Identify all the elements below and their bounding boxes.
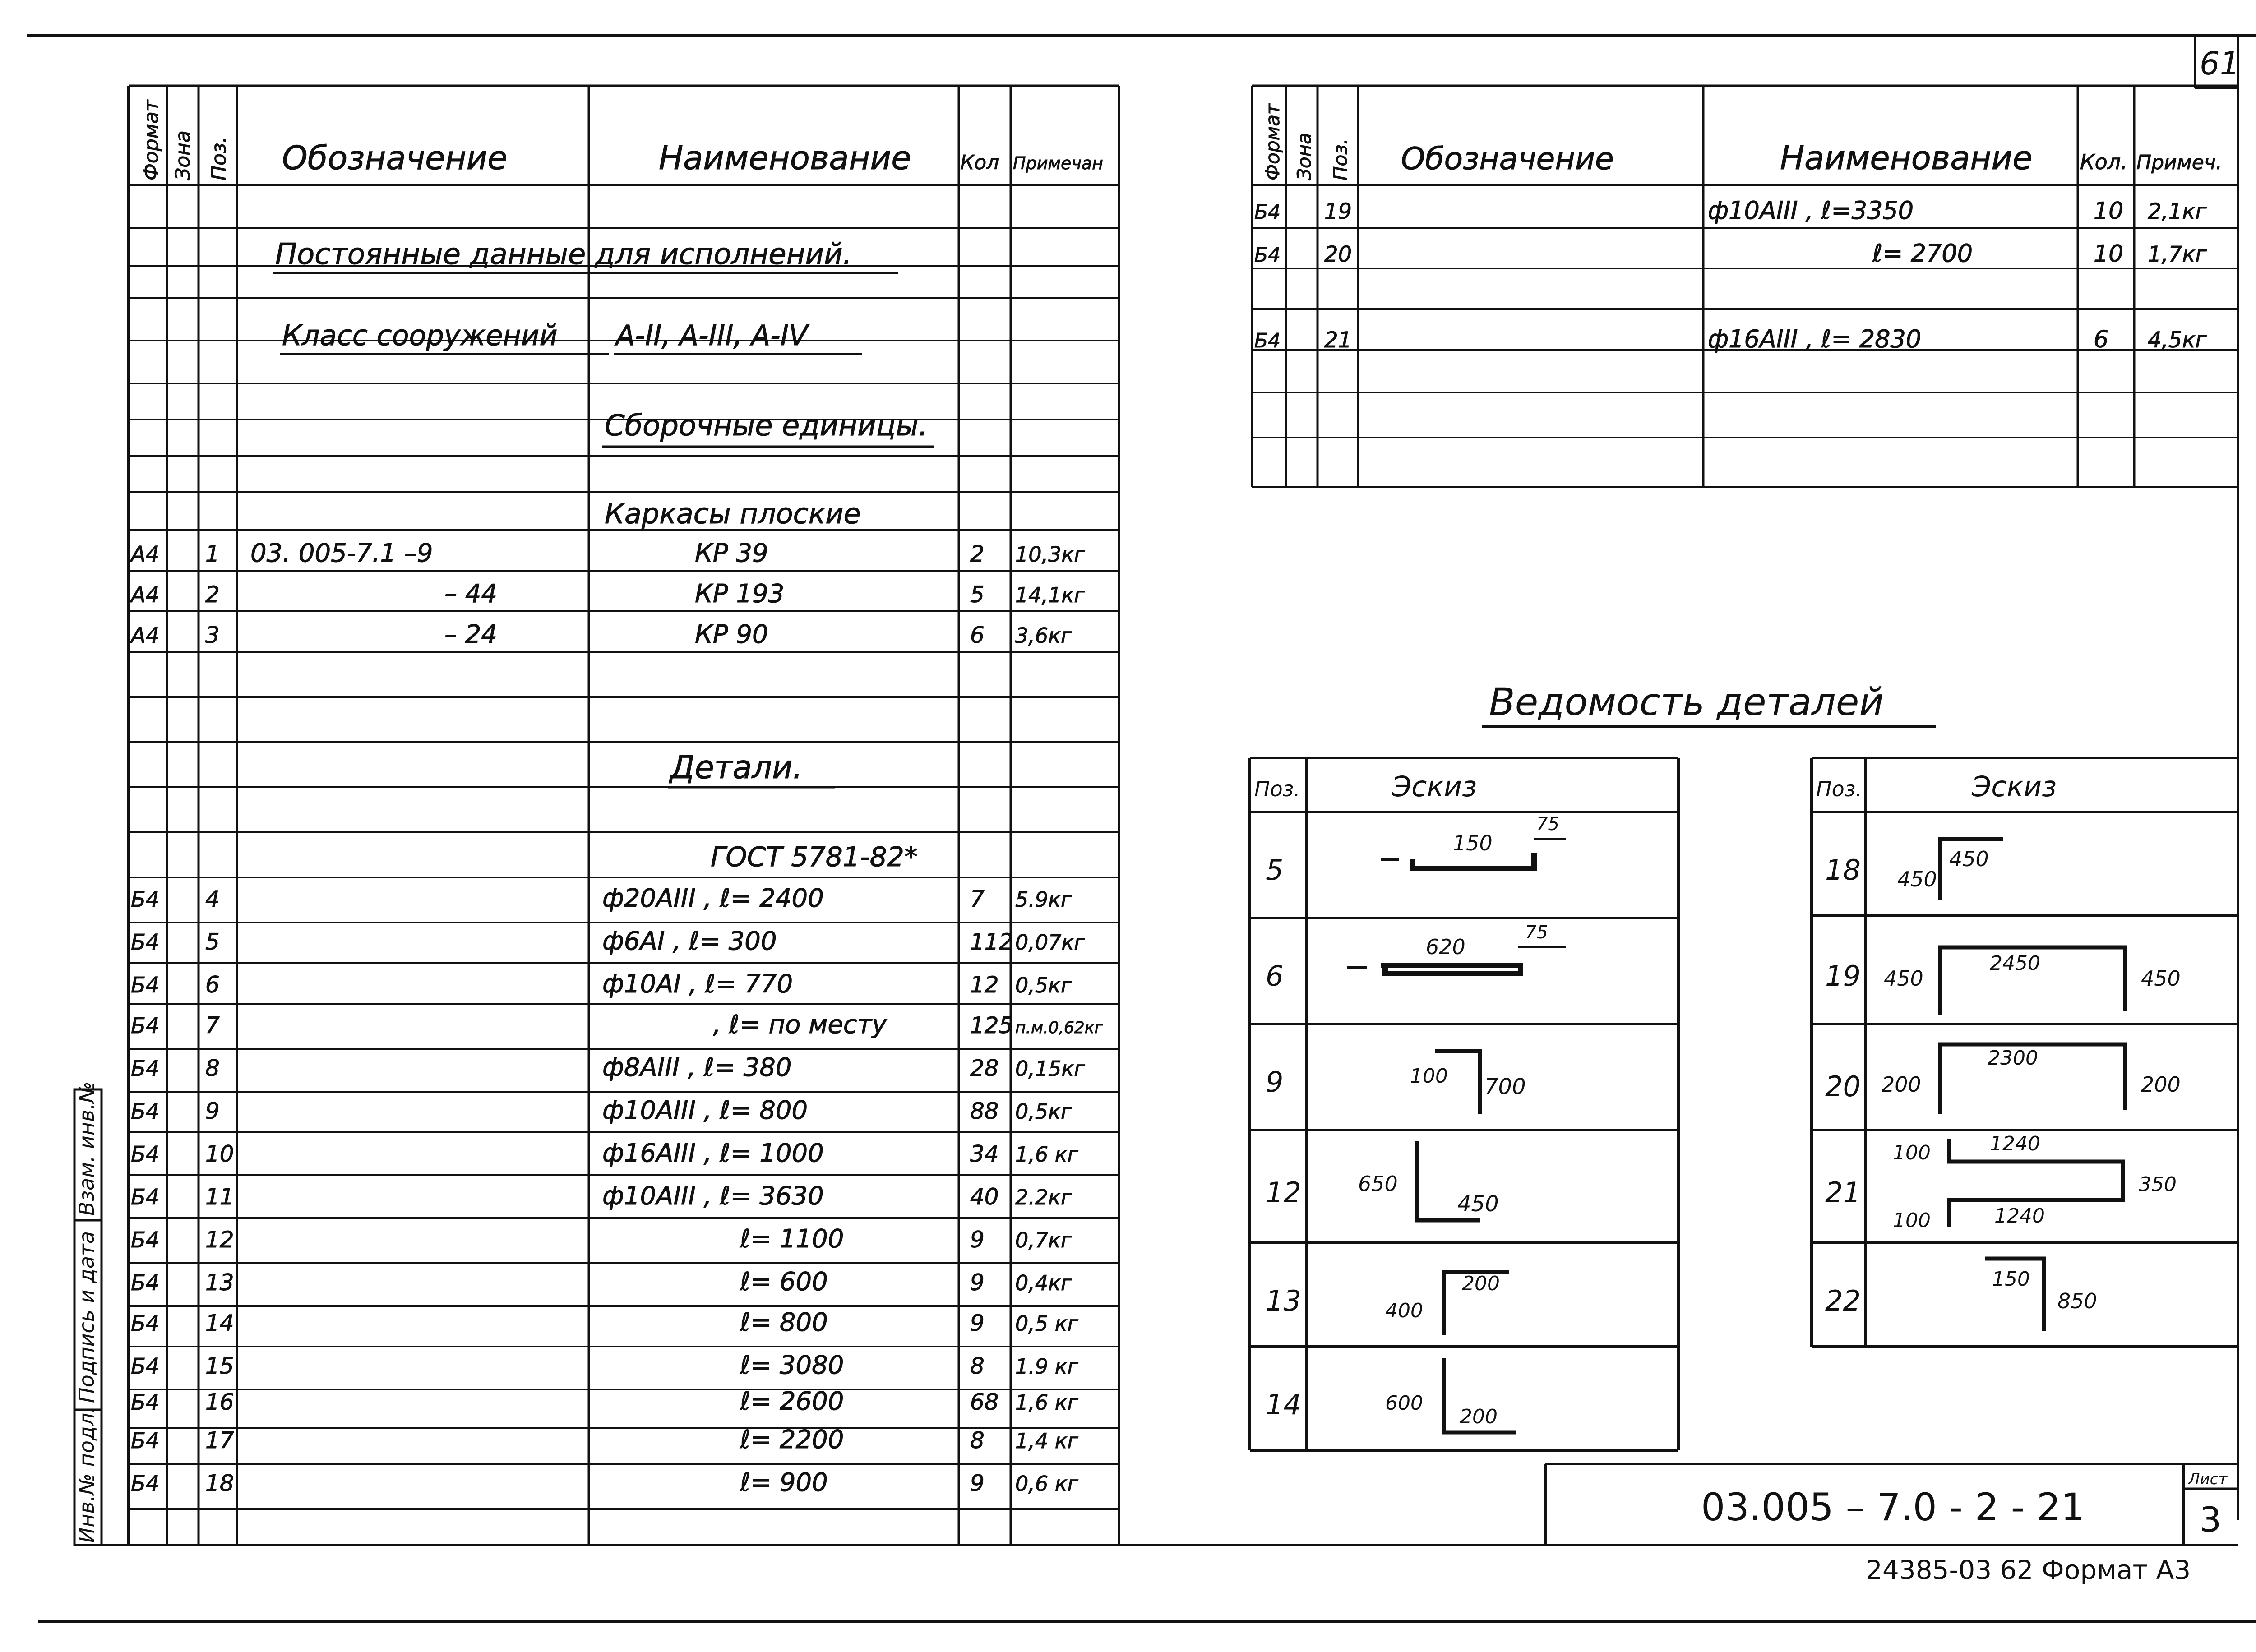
heading-class-values: А-II, А-III, А-IV <box>616 319 808 352</box>
cell-format: Б4 <box>131 1227 160 1253</box>
cell-pos: 1 <box>205 541 220 567</box>
cell-format: Б4 <box>131 1270 160 1296</box>
details-right-table <box>1812 758 2238 1347</box>
r-cell-pos: 19 <box>1324 199 1352 224</box>
detail-pos: 5 <box>1266 854 1284 886</box>
detail-pos: 13 <box>1266 1284 1301 1317</box>
cell-note: 2.2кг <box>1015 1185 1072 1209</box>
cell-note: 1,6 кг <box>1015 1142 1078 1167</box>
r-cell-pos: 20 <box>1324 242 1352 267</box>
cell-pos: 5 <box>205 929 220 955</box>
detail-pos: 19 <box>1825 960 1861 992</box>
cell-note: п.м.0,62кг <box>1015 1019 1103 1037</box>
cell-pos: 2 <box>205 581 220 608</box>
r-hdr-note: Примеч. <box>2136 151 2222 174</box>
cell-note: 1,6 кг <box>1015 1390 1078 1415</box>
cell-name: ф10АI , ℓ= 770 <box>602 969 793 999</box>
heading-details: Детали. <box>670 749 803 786</box>
r-cell-qty: 10 <box>2094 240 2124 268</box>
dim-label: 450 <box>1884 966 1923 991</box>
cell-pos: 8 <box>205 1055 220 1081</box>
cell-pos: 9 <box>205 1098 220 1124</box>
heading-assembly: Сборочные единицы. <box>605 409 928 443</box>
hdr-name: Наименование <box>659 139 911 177</box>
cell-qty: 88 <box>970 1098 999 1124</box>
dl-col-sketch: Эскиз <box>1392 770 1477 803</box>
dim-label: 100 <box>1893 1141 1931 1164</box>
dim-label: 200 <box>2141 1072 2181 1097</box>
dim-label: 100 <box>1893 1209 1931 1232</box>
cell-note: 5.9кг <box>1015 887 1072 912</box>
cell-name: ℓ= 900 <box>740 1468 828 1497</box>
cell-name: ℓ= 2200 <box>740 1425 844 1454</box>
cell-format: A4 <box>131 582 160 608</box>
cell-pos: 11 <box>205 1184 234 1210</box>
details-title: Ведомость деталей <box>1489 680 1884 724</box>
cell-note: 0,07кг <box>1015 930 1085 955</box>
r-hdr-qty: Кол. <box>2080 150 2127 174</box>
detail-pos: 20 <box>1825 1070 1861 1103</box>
cell-name: ℓ= 3080 <box>740 1351 844 1380</box>
cell-name: КР 90 <box>695 620 768 649</box>
cell-qty: 9 <box>970 1310 985 1336</box>
cell-pos: 6 <box>205 972 220 998</box>
cell-name: ℓ= 1100 <box>740 1224 844 1254</box>
dim-label: 200 <box>1882 1072 1921 1097</box>
r-cell-note: 2,1кг <box>2148 199 2207 224</box>
dim-label: 150 <box>1992 1268 2030 1291</box>
cell-format: A4 <box>131 623 160 648</box>
cell-note: 3,6кг <box>1015 623 1072 648</box>
r-cell-qty: 10 <box>2094 198 2124 225</box>
cell-qty: 7 <box>970 886 985 912</box>
stamp-inv-no: Инв.№ подл. <box>74 1406 99 1543</box>
cell-qty: 8 <box>970 1353 985 1379</box>
dim-label: 75 <box>1536 814 1559 835</box>
cell-name: КР 193 <box>695 579 785 609</box>
dim-label: 650 <box>1358 1172 1398 1196</box>
heading-class-label: Класс сооружений <box>282 319 558 352</box>
stamp-signature: Подпись и дата <box>74 1231 99 1403</box>
heading-constant: Постоянные данные для исполнений. <box>275 238 852 271</box>
cell-qty: 40 <box>970 1184 999 1210</box>
cell-note: 0,6 кг <box>1015 1472 1078 1496</box>
cell-qty: 6 <box>970 622 985 648</box>
r-hdr-zone: Зона <box>1293 133 1315 180</box>
cell-pos: 14 <box>205 1310 234 1336</box>
cell-format: Б4 <box>131 1099 160 1124</box>
detail-pos: 22 <box>1825 1284 1861 1317</box>
cell-note: 0,15кг <box>1015 1057 1085 1081</box>
r-cell-pos: 21 <box>1324 328 1352 353</box>
cell-name: ф16АIII , ℓ= 1000 <box>602 1139 824 1168</box>
dl-col-pos: Поз. <box>1254 777 1300 801</box>
cell-qty: 9 <box>970 1269 985 1296</box>
r-cell-name: ℓ= 2700 <box>1872 239 1973 268</box>
left-spec-table <box>129 86 1119 1545</box>
r-cell-qty: 6 <box>2094 326 2109 353</box>
dim-label: 450 <box>1897 867 1937 891</box>
cell-format: Б4 <box>131 930 160 955</box>
cell-designation: – 24 <box>444 620 498 649</box>
r-cell-note: 4,5кг <box>2148 328 2207 353</box>
sheet-label: Лист <box>2188 1470 2228 1488</box>
detail-pos: 14 <box>1266 1388 1301 1421</box>
cell-note: 1,4 кг <box>1015 1429 1078 1453</box>
cell-pos: 12 <box>205 1227 234 1253</box>
cell-pos: 18 <box>205 1470 234 1496</box>
dim-label: 350 <box>2139 1173 2177 1196</box>
cell-pos: 17 <box>205 1427 234 1454</box>
dim-label: 1240 <box>1990 1132 2040 1155</box>
cell-name: , ℓ= по месту <box>713 1010 887 1039</box>
cell-format: Б4 <box>131 1390 160 1415</box>
cell-pos: 4 <box>205 886 220 912</box>
cell-pos: 3 <box>205 622 220 648</box>
detail-pos: 18 <box>1825 854 1861 886</box>
cell-name: ℓ= 600 <box>740 1267 828 1297</box>
cell-name: ℓ= 2600 <box>740 1387 844 1416</box>
hdr-format: Формат <box>140 100 163 180</box>
cell-qty: 112 <box>970 929 1013 955</box>
cell-qty: 8 <box>970 1427 985 1454</box>
side-stamp <box>74 1081 102 1545</box>
heading-gost: ГОСТ 5781-82* <box>711 841 918 873</box>
title-block <box>1545 1464 2238 1545</box>
cell-pos: 15 <box>205 1353 234 1379</box>
cell-qty: 28 <box>970 1055 999 1081</box>
dim-label: 450 <box>1457 1191 1499 1217</box>
cell-qty: 34 <box>970 1141 999 1167</box>
dim-label: 2450 <box>1990 952 2040 975</box>
cell-format: Б4 <box>131 1471 160 1496</box>
cell-qty: 2 <box>970 541 985 567</box>
dim-label: 75 <box>1525 922 1548 943</box>
r-hdr-format: Формат <box>1262 103 1284 180</box>
cell-name: ф6АI , ℓ= 300 <box>602 927 777 956</box>
dim-label: 450 <box>1949 847 1989 871</box>
right-spec-table <box>1252 86 2238 487</box>
cell-pos: 10 <box>205 1141 234 1167</box>
dim-label: 450 <box>2141 966 2181 991</box>
details-left-table <box>1250 758 1678 1450</box>
dim-label: 1240 <box>1994 1204 2045 1227</box>
r-cell-note: 1,7кг <box>2148 242 2207 267</box>
cell-designation: 03. 005-7.1 –9 <box>250 539 433 568</box>
dim-label: 150 <box>1453 831 1493 855</box>
stamp-replace: Взам. инв.№ <box>74 1081 99 1216</box>
cell-pos: 7 <box>205 1012 220 1038</box>
r-cell-name: ф16АIII , ℓ= 2830 <box>1708 325 1922 353</box>
cell-name: ф10АIII , ℓ= 3630 <box>602 1181 824 1211</box>
cell-format: A4 <box>131 542 160 567</box>
cell-name: ф8АIII , ℓ= 380 <box>602 1053 792 1082</box>
cell-name: ф10АIII , ℓ= 800 <box>602 1096 808 1125</box>
cell-qty: 9 <box>970 1470 985 1496</box>
r-hdr-designation: Обозначение <box>1401 141 1614 177</box>
hdr-designation: Обозначение <box>282 139 508 177</box>
r-hdr-pos: Поз. <box>1329 138 1351 180</box>
cell-note: 14,1кг <box>1015 583 1085 607</box>
cell-pos: 16 <box>205 1389 234 1415</box>
hdr-qty: Кол <box>960 151 999 174</box>
title-code: 03.005 – 7.0 - 2 - 21 <box>1701 1485 2085 1529</box>
cell-qty: 5 <box>970 581 985 608</box>
cell-name: ℓ= 800 <box>740 1308 828 1337</box>
cell-format: Б4 <box>131 887 160 912</box>
detail-pos: 21 <box>1825 1176 1861 1209</box>
r-cell-format: Б4 <box>1254 201 1281 224</box>
r-hdr-name: Наименование <box>1780 139 2033 177</box>
hdr-zone: Зона <box>171 130 194 180</box>
cell-format: Б4 <box>131 1428 160 1454</box>
dim-label: 100 <box>1410 1065 1448 1088</box>
page-number: 61 <box>2200 45 2240 82</box>
cell-pos: 13 <box>205 1269 234 1296</box>
cell-format: Б4 <box>131 1311 160 1336</box>
sheet-number: 3 <box>2200 1500 2222 1540</box>
cell-format: Б4 <box>131 1142 160 1167</box>
r-cell-format: Б4 <box>1254 244 1281 267</box>
cell-note: 0,7кг <box>1015 1228 1072 1252</box>
cell-format: Б4 <box>131 1185 160 1210</box>
cell-name: ф20АIII , ℓ= 2400 <box>602 884 824 913</box>
detail-pos: 12 <box>1266 1176 1301 1209</box>
dim-label: 600 <box>1385 1392 1423 1415</box>
dim-label: 400 <box>1385 1299 1423 1322</box>
heading-frames: Каркасы плоские <box>605 497 861 530</box>
r-cell-name: ф10АIII , ℓ=3350 <box>1708 196 1914 225</box>
dim-label: 200 <box>1460 1405 1498 1428</box>
footer-text: 24385-03 62 Формат А3 <box>1866 1555 2191 1585</box>
cell-qty: 12 <box>970 972 999 998</box>
dr-col-pos: Поз. <box>1816 777 1862 801</box>
cell-note: 0,4кг <box>1015 1271 1072 1295</box>
cell-note: 1.9 кг <box>1015 1354 1078 1379</box>
cell-qty: 125 <box>970 1012 1013 1038</box>
dim-label: 2300 <box>1988 1047 2038 1070</box>
cell-format: Б4 <box>131 1056 160 1081</box>
cell-qty: 68 <box>970 1389 999 1415</box>
dim-label: 620 <box>1426 935 1465 959</box>
cell-format: Б4 <box>131 973 160 998</box>
cell-note: 0,5 кг <box>1015 1311 1078 1336</box>
cell-designation: – 44 <box>444 579 498 609</box>
detail-pos: 6 <box>1266 960 1284 992</box>
cell-note: 10,3кг <box>1015 542 1085 567</box>
r-cell-format: Б4 <box>1254 329 1281 352</box>
hdr-pos: Поз. <box>208 136 231 180</box>
cell-note: 0,5кг <box>1015 973 1072 997</box>
dr-col-sketch: Эскиз <box>1972 770 2057 803</box>
cell-qty: 9 <box>970 1227 985 1253</box>
hdr-note: Примечан <box>1013 153 1104 173</box>
dim-label: 700 <box>1484 1074 1526 1099</box>
dim-label: 200 <box>1462 1272 1500 1295</box>
cell-format: Б4 <box>131 1354 160 1379</box>
cell-name: КР 39 <box>695 539 768 568</box>
detail-pos: 9 <box>1266 1066 1284 1098</box>
cell-format: Б4 <box>131 1013 160 1038</box>
cell-note: 0,5кг <box>1015 1099 1072 1124</box>
dim-label: 850 <box>2057 1289 2097 1313</box>
